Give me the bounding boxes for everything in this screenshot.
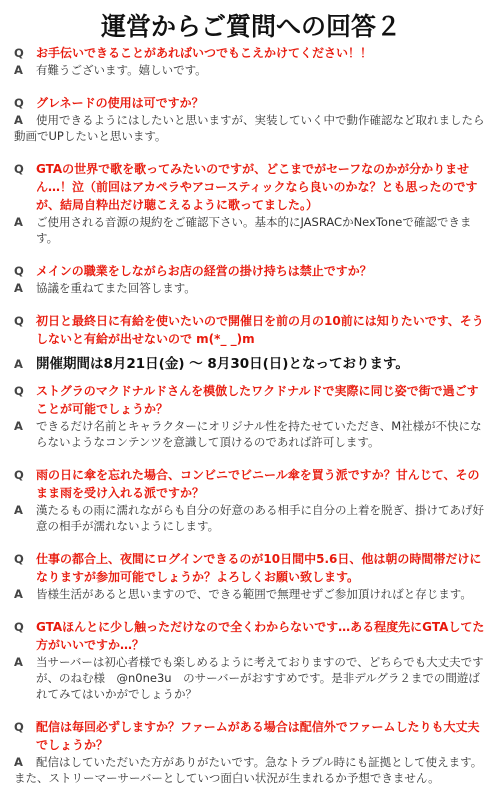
answer-row <box>14 354 488 374</box>
q-mark: Q <box>14 384 24 398</box>
a-mark: A <box>14 63 23 77</box>
question-row <box>14 262 488 280</box>
qa-item <box>14 466 488 534</box>
answer-row <box>14 214 488 246</box>
answer-row <box>14 62 488 78</box>
answer-text: 有難うございます。嬉しいです。 <box>36 63 207 77</box>
qa-item <box>14 312 488 374</box>
a-mark: A <box>14 655 23 669</box>
answer-row <box>14 502 488 534</box>
qa-item <box>14 94 488 144</box>
q-mark: Q <box>14 620 24 634</box>
a-mark: A <box>14 113 23 127</box>
answer-row <box>14 654 488 702</box>
a-mark: A <box>14 755 23 769</box>
answer-row <box>14 754 488 786</box>
answer-text: 開催期間は8月21日(金) 〜 8月30日(日)となっております。 <box>36 356 409 372</box>
answer-text: できるだけ名前とキャラクターにオリジナル性を持たせていただき、M社様が不快にならないようなコンテンツを意識して頂けるのであれば許可します。 <box>36 419 482 449</box>
question-text: GTAほんとに少し触っただけなので全くわからないです…ある程度先にGTAしてた方がいいですか…？ <box>36 620 485 652</box>
question-text: GTAの世界で歌を歌ってみたいのですが、どこまでがセーフなのかが分かりません…！泣（前回はアカペラやアコースティックなら良いのかな？とも思ったのですが、結局自粋出だけ聴こえるように歌ってました。） <box>36 162 478 212</box>
a-mark: A <box>14 281 23 295</box>
q-mark: Q <box>14 720 24 734</box>
q-mark: Q <box>14 314 24 328</box>
qa-item <box>14 718 488 786</box>
question-row <box>14 312 488 348</box>
answer-text: 皆様生活があると思いますので、できる範囲で無理せずご参加頂ければと存じます。 <box>36 587 472 601</box>
qa-item <box>14 382 488 450</box>
page-title: 運営からご質問への回答２ <box>100 12 401 41</box>
question-row <box>14 466 488 502</box>
question-text: お手伝いできることがあればいつでもこえかけてください！！ <box>36 46 373 60</box>
answer-row <box>14 418 488 450</box>
answer-text: 使用できるようにはしたいと思いますが、実装していく中で動作確認など取れましたら動画でUPしたいと思います。 <box>14 113 485 143</box>
question-text: 仕事の都合上、夜間にログインできるのが10日間中5.6日、他は朝の時間帯だけになりますが参加可能でしょうか？よろしくお願い致します。 <box>36 552 482 584</box>
question-row <box>14 94 488 112</box>
qa-item <box>14 262 488 296</box>
question-text: 雨の日に傘を忘れた場合、コンビニでビニール傘を買う派ですか？甘んじて、そのまま雨を受け入れる派ですか？ <box>36 468 480 500</box>
qa-item <box>14 44 488 78</box>
a-mark: A <box>14 215 23 229</box>
question-row <box>14 382 488 418</box>
answer-row <box>14 112 488 144</box>
q-mark: Q <box>14 46 24 60</box>
qa-item <box>14 618 488 702</box>
answer-row <box>14 280 488 296</box>
answer-text: ご使用される音源の規約をご確認下さい。基本的にJASRACかNexToneで確認できます。 <box>36 215 472 245</box>
question-text: 配信は毎回必ずしますか？ファームがある場合は配信外でファームしたりも大丈夫でしょうか？ <box>36 720 480 752</box>
question-text: グレネードの使用は可ですか？ <box>36 96 204 110</box>
question-row <box>14 618 488 654</box>
qa-item <box>14 160 488 246</box>
question-text: 初日と最終日に有給を使いたいので開催日を前の月の10前には知りたいです、そうしないと有給が出せないので m(*_ _)m <box>36 314 484 346</box>
qa-item <box>14 550 488 602</box>
question-row <box>14 550 488 586</box>
q-mark: Q <box>14 552 24 566</box>
answer-text: 協議を重ねてまた回答します。 <box>36 281 196 295</box>
q-mark: Q <box>14 96 24 110</box>
question-row <box>14 718 488 754</box>
q-mark: Q <box>14 162 24 176</box>
question-row <box>14 160 488 214</box>
a-mark: A <box>14 357 23 371</box>
answer-text: 当サーバーは初心者様でも楽しめるように考えておりますので、どちらでも大丈夫ですが、のねむ様 @n0ne3u のサーバーがおすすめです。是非デルグラ２までの間遊ばれてみてはいかがでしょうか？ <box>36 655 484 701</box>
answer-row <box>14 586 488 602</box>
answer-text: 漢たるもの雨に濡れながらも自分の好意のある相手に自分の上着を脱ぎ、掛けてあげ好意の相手が濡れないようにします。 <box>36 503 485 533</box>
question-text: メインの職業をしながらお店の経営の掛け持ちは禁止ですか？ <box>36 264 372 278</box>
q-mark: Q <box>14 468 24 482</box>
answer-text: 配信はしていただいた方がありがたいです。急なトラブル時にも証拠として使えます。また、ストリーマーサーバーとしていつ面白い状況が生まれるか予想できません。 <box>14 755 483 785</box>
q-mark: Q <box>14 264 24 278</box>
question-row <box>14 44 488 62</box>
a-mark: A <box>14 503 23 517</box>
question-text: ストグラのマクドナルドさんを模倣したワクドナルドで実際に同じ姿で街で過ごすことが可能でしょうか？ <box>36 384 479 416</box>
a-mark: A <box>14 419 23 433</box>
a-mark: A <box>14 587 23 601</box>
